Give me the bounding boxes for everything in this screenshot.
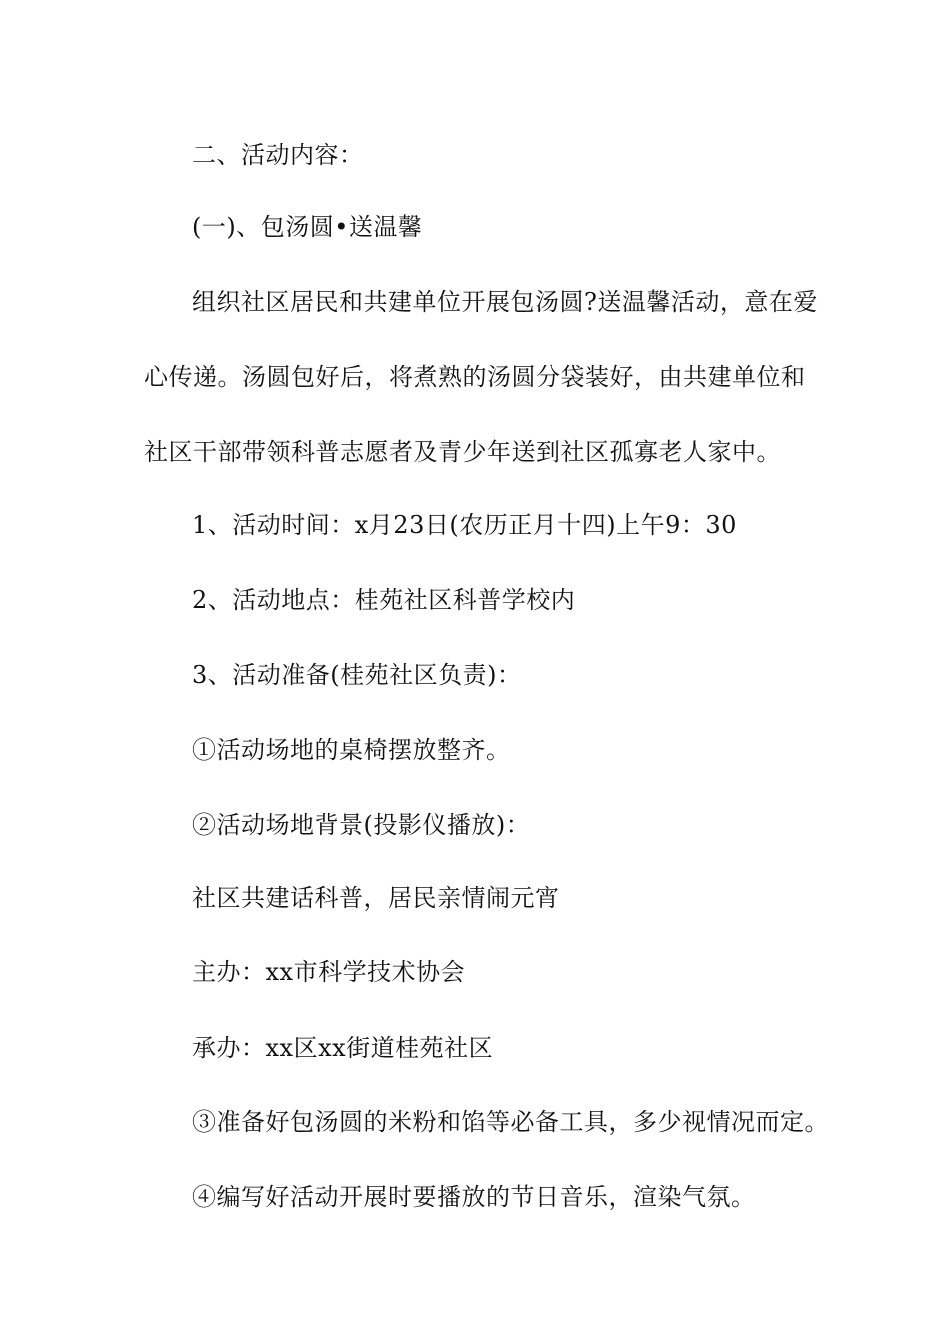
banner-text: 社区共建话科普，居民亲情闹元宵 bbox=[192, 884, 560, 912]
organizer-line: 主办：xx市科学技术协会 bbox=[192, 958, 466, 986]
prep-item-3: ③准备好包汤圆的米粉和馅等必备工具，多少视情况而定。 bbox=[192, 1108, 829, 1136]
co-organizer-line: 承办：xx区xx街道桂苑社区 bbox=[192, 1034, 494, 1062]
section-heading: 二、活动内容： bbox=[192, 141, 364, 169]
subsection-heading: (一)、包汤圆•送温馨 bbox=[192, 213, 423, 241]
intro-paragraph-line-2: 心传递。汤圆包好后，将煮熟的汤圆分袋装好，由共建单位和 bbox=[144, 363, 806, 391]
item-activity-place: 2、活动地点：桂苑社区科普学校内 bbox=[192, 586, 576, 614]
prep-item-1: ①活动场地的桌椅摆放整齐。 bbox=[192, 736, 511, 764]
prep-item-2: ②活动场地背景(投影仪播放)： bbox=[192, 811, 531, 839]
item-activity-time: 1、活动时间：x月23日(农历正月十四)上午9：30 bbox=[192, 511, 737, 539]
item-activity-preparation: 3、活动准备(桂苑社区负责)： bbox=[192, 661, 522, 689]
prep-item-4: ④编写好活动开展时要播放的节日音乐，渲染气氛。 bbox=[192, 1183, 756, 1211]
intro-paragraph-line-1: 组织社区居民和共建单位开展包汤圆?送温馨活动，意在爱 bbox=[192, 288, 818, 316]
intro-paragraph-line-3: 社区干部带领科普志愿者及青少年送到社区孤寡老人家中。 bbox=[144, 438, 781, 466]
